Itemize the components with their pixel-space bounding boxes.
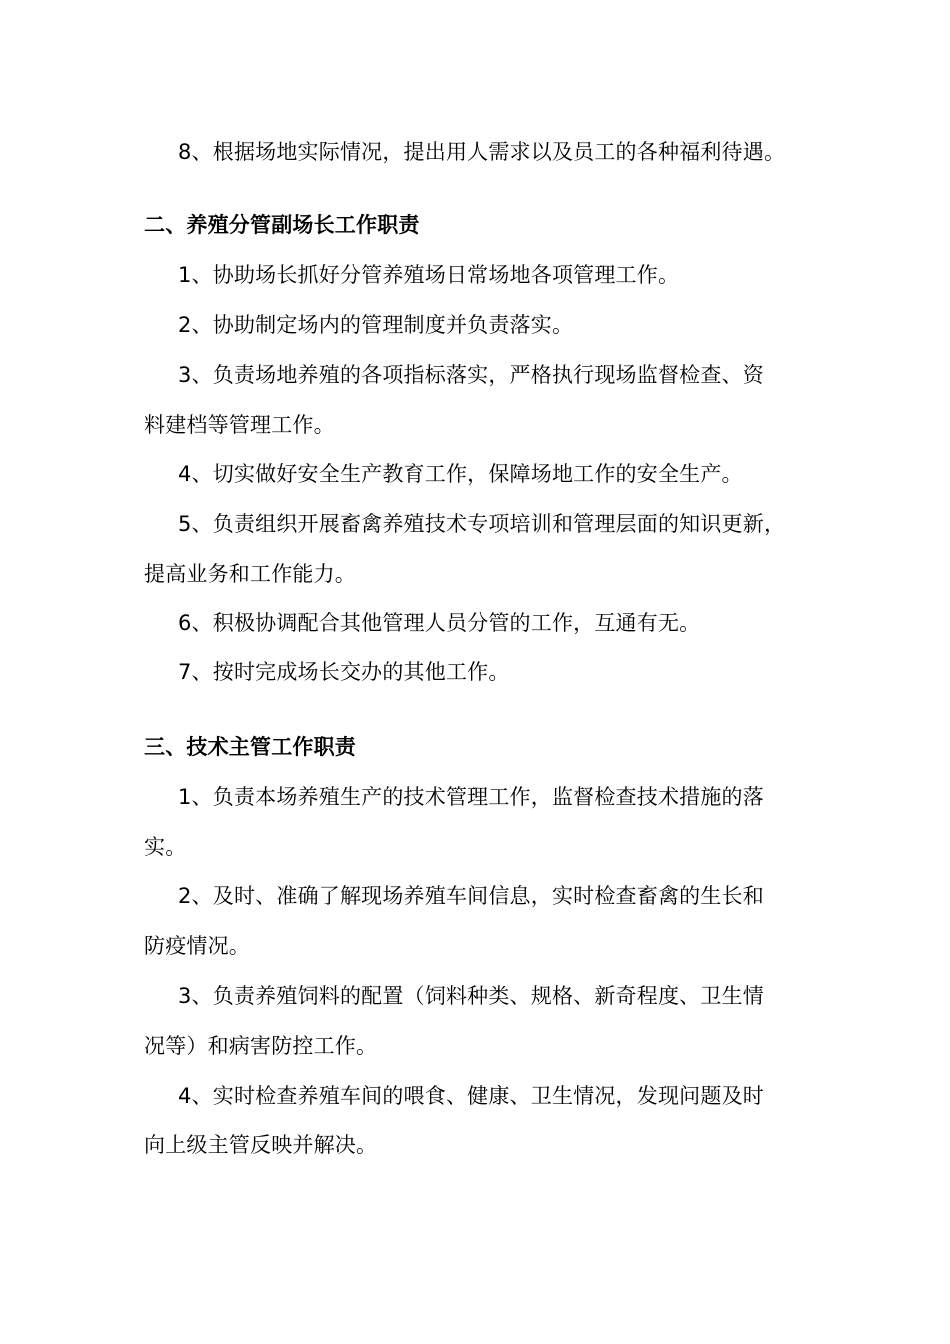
paragraph-line: 向上级主管反映并解决。 (144, 1133, 378, 1157)
section-heading: 二、养殖分管副场长工作职责 (144, 213, 420, 237)
paragraph-line: 4、切实做好安全生产教育工作，保障场地工作的安全生产。 (178, 462, 743, 486)
paragraph-line: 1、负责本场养殖生产的技术管理工作，监督检查技术措施的落 (178, 785, 764, 809)
paragraph-line: 3、负责场地养殖的各项指标落实，严格执行现场监督检查、资 (178, 363, 764, 387)
paragraph-line: 况等）和病害防控工作。 (144, 1034, 378, 1058)
paragraph-line: 提高业务和工作能力。 (144, 562, 356, 586)
paragraph-line: 7、按时完成场长交办的其他工作。 (178, 660, 510, 684)
paragraph-line: 5、负责组织开展畜禽养殖技术专项培训和管理层面的知识更新， (178, 512, 786, 536)
paragraph-line: 料建档等管理工作。 (144, 413, 335, 437)
paragraph-line: 6、积极协调配合其他管理人员分管的工作，互通有无。 (178, 611, 701, 635)
paragraph-line: 8、根据场地实际情况，提出用人需求以及员工的各种福利待遇。 (178, 140, 786, 164)
paragraph-line: 防疫情况。 (144, 934, 250, 958)
paragraph-line: 实。 (144, 835, 187, 859)
paragraph-line: 4、实时检查养殖车间的喂食、健康、卫生情况，发现问题及时 (178, 1084, 764, 1108)
section-heading: 三、技术主管工作职责 (144, 735, 356, 759)
paragraph-line: 3、负责养殖饲料的配置（饲料种类、规格、新奇程度、卫生情 (178, 984, 764, 1008)
paragraph-line: 1、协助场长抓好分管养殖场日常场地各项管理工作。 (178, 263, 680, 287)
paragraph-line: 2、协助制定场内的管理制度并负责落实。 (178, 313, 574, 337)
paragraph-line: 2、及时、准确了解现场养殖车间信息，实时检查畜禽的生长和 (178, 884, 764, 908)
